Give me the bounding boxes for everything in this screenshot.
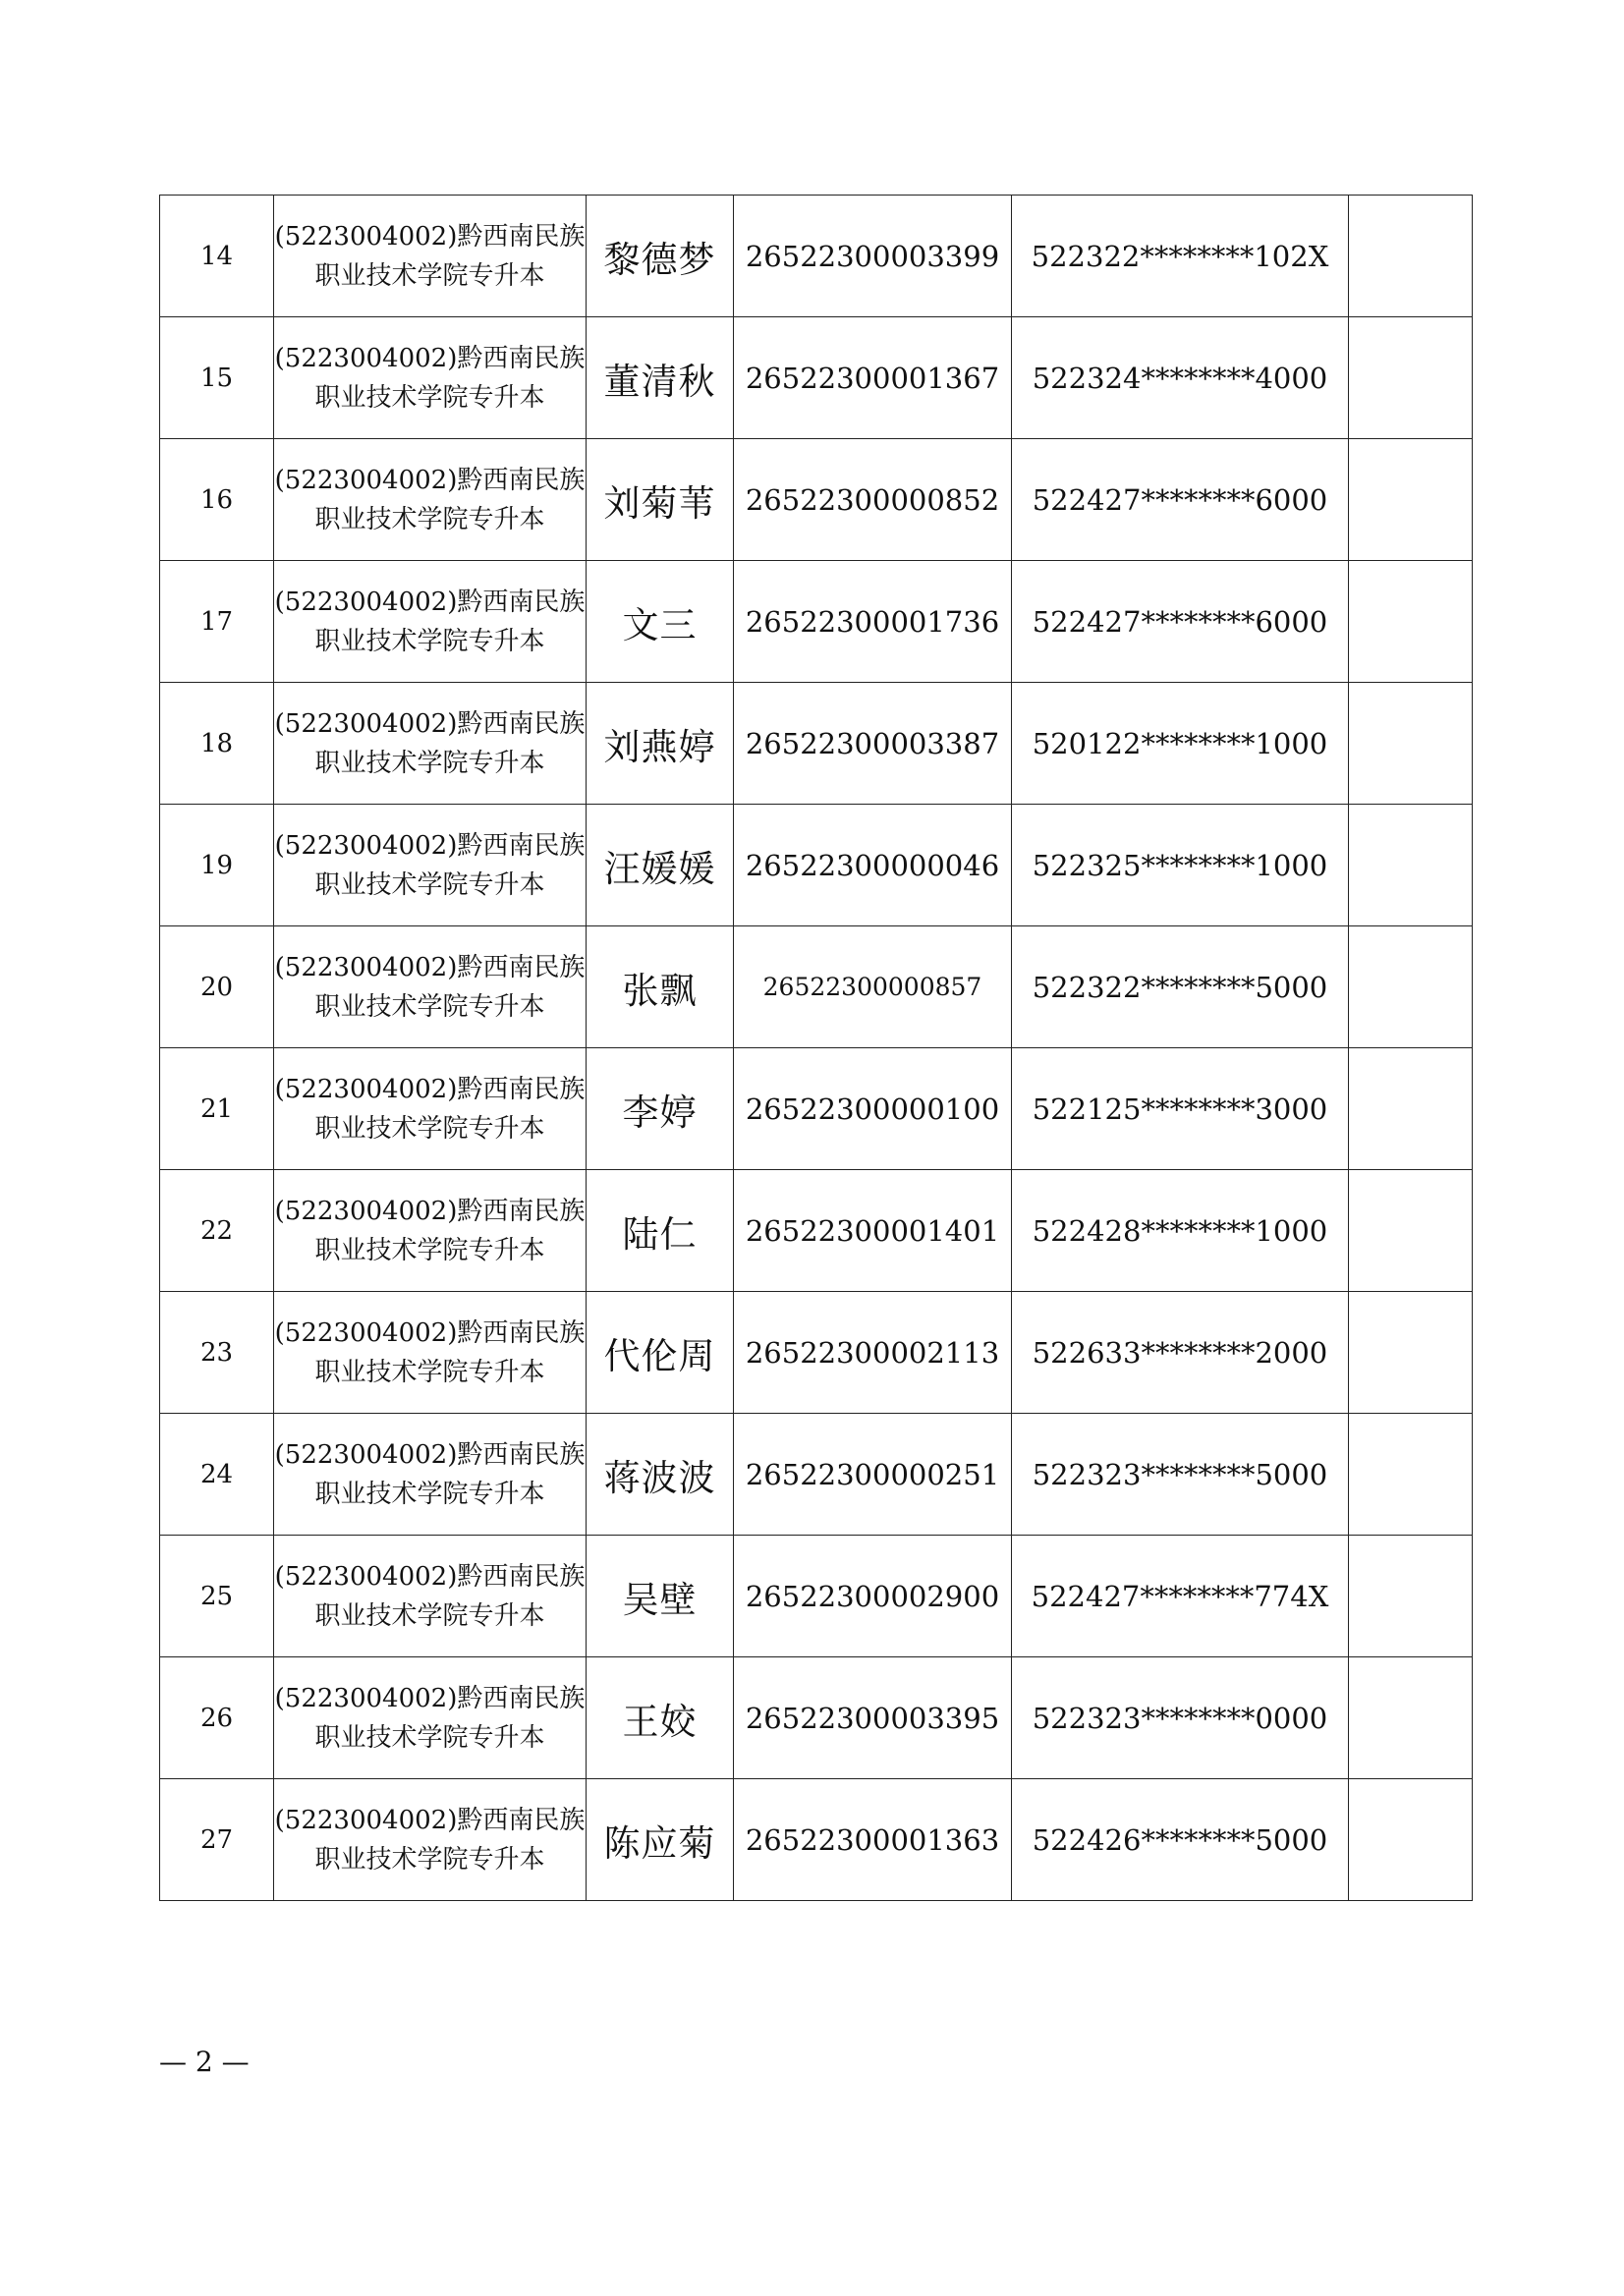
school-name-line-2: 职业技术学院专升本 [314, 504, 545, 534]
school-name-line-2: 职业技术学院专升本 [314, 382, 545, 413]
student-name-cell: 吴壁 [587, 1536, 734, 1657]
row-number-cell: 16 [160, 439, 274, 561]
row-number-cell: 18 [160, 683, 274, 805]
student-name-cell: 黎德梦 [587, 196, 734, 317]
school-cell [274, 1170, 587, 1292]
exam-number-cell: 26522300000100 [734, 1048, 1012, 1170]
school-name-line-1: (5223004002)黔西南民族 [274, 1317, 586, 1348]
exam-number-cell: 26522300001401 [734, 1170, 1012, 1292]
id-number-cell: 522325********1000 [1012, 805, 1349, 926]
row-number-cell: 23 [160, 1292, 274, 1414]
school-name-line-1: (5223004002)黔西南民族 [274, 1805, 586, 1835]
id-number-cell: 522427********6000 [1012, 561, 1349, 683]
exam-number-cell: 26522300001736 [734, 561, 1012, 683]
table-row [160, 439, 1473, 561]
row-number-cell: 14 [160, 196, 274, 317]
id-number-cell: 522324********4000 [1012, 317, 1349, 439]
note-cell [1349, 1292, 1473, 1414]
roster-table-body [160, 196, 1473, 1901]
school-name-line-2: 职业技术学院专升本 [314, 1600, 545, 1631]
note-cell [1349, 1657, 1473, 1779]
row-number-cell: 25 [160, 1536, 274, 1657]
row-number-cell: 27 [160, 1779, 274, 1901]
school-name-line-1: (5223004002)黔西南民族 [274, 343, 586, 373]
student-name-cell: 张飘 [587, 926, 734, 1048]
school-name-line-1: (5223004002)黔西南民族 [274, 1561, 586, 1592]
table-row [160, 1048, 1473, 1170]
exam-number-cell: 26522300002900 [734, 1536, 1012, 1657]
note-cell [1349, 1170, 1473, 1292]
school-name-line-2: 职业技术学院专升本 [314, 1113, 545, 1144]
school-cell [274, 1048, 587, 1170]
page-number: — 2 — [159, 2045, 250, 2078]
table-row [160, 805, 1473, 926]
id-number-cell: 520122********1000 [1012, 683, 1349, 805]
school-name-line-2: 职业技术学院专升本 [314, 1235, 545, 1265]
note-cell [1349, 439, 1473, 561]
note-cell [1349, 1779, 1473, 1901]
note-cell [1349, 926, 1473, 1048]
id-number-cell: 522428********1000 [1012, 1170, 1349, 1292]
student-name-cell: 刘燕婷 [587, 683, 734, 805]
table-row [160, 561, 1473, 683]
note-cell [1349, 1048, 1473, 1170]
table-row [160, 317, 1473, 439]
table-row [160, 1779, 1473, 1901]
exam-number-cell: 26522300003399 [734, 196, 1012, 317]
school-name-line-1: (5223004002)黔西南民族 [274, 221, 586, 252]
exam-number-cell: 26522300001367 [734, 317, 1012, 439]
student-roster-table [159, 195, 1473, 1901]
id-number-cell: 522426********5000 [1012, 1779, 1349, 1901]
school-name-line-2: 职业技术学院专升本 [314, 1479, 545, 1509]
row-number-cell: 19 [160, 805, 274, 926]
school-name-line-1: (5223004002)黔西南民族 [274, 587, 586, 617]
school-cell [274, 1292, 587, 1414]
row-number-cell: 26 [160, 1657, 274, 1779]
school-name-line-2: 职业技术学院专升本 [314, 1357, 545, 1387]
school-name-line-1: (5223004002)黔西南民族 [274, 1439, 586, 1470]
school-cell [274, 1414, 587, 1536]
note-cell [1349, 317, 1473, 439]
note-cell [1349, 683, 1473, 805]
student-name-cell: 王姣 [587, 1657, 734, 1779]
note-cell [1349, 805, 1473, 926]
school-cell [274, 1657, 587, 1779]
exam-number-cell: 26522300000852 [734, 439, 1012, 561]
note-cell [1349, 561, 1473, 683]
school-name-line-1: (5223004002)黔西南民族 [274, 465, 586, 495]
student-name-cell: 代伦周 [587, 1292, 734, 1414]
school-name-line-1: (5223004002)黔西南民族 [274, 708, 586, 739]
school-cell [274, 1779, 587, 1901]
id-number-cell: 522323********0000 [1012, 1657, 1349, 1779]
school-cell [274, 683, 587, 805]
school-cell [274, 1536, 587, 1657]
row-number-cell: 22 [160, 1170, 274, 1292]
id-number-cell: 522125********3000 [1012, 1048, 1349, 1170]
exam-number-cell: 26522300000857 [734, 926, 1012, 1048]
exam-number-cell: 26522300000046 [734, 805, 1012, 926]
table-row [160, 1170, 1473, 1292]
table-row [160, 926, 1473, 1048]
exam-number-cell: 26522300003395 [734, 1657, 1012, 1779]
student-name-cell: 陈应菊 [587, 1779, 734, 1901]
row-number-cell: 17 [160, 561, 274, 683]
exam-number-cell: 26522300003387 [734, 683, 1012, 805]
student-name-cell: 汪媛媛 [587, 805, 734, 926]
row-number-cell: 21 [160, 1048, 274, 1170]
id-number-cell: 522427********774X [1012, 1536, 1349, 1657]
table-row [160, 196, 1473, 317]
row-number-cell: 20 [160, 926, 274, 1048]
student-name-cell: 文三 [587, 561, 734, 683]
student-name-cell: 董清秋 [587, 317, 734, 439]
table-row [160, 1657, 1473, 1779]
school-cell [274, 196, 587, 317]
school-name-line-2: 职业技术学院专升本 [314, 991, 545, 1022]
school-name-line-1: (5223004002)黔西南民族 [274, 1683, 586, 1713]
note-cell [1349, 1536, 1473, 1657]
school-name-line-2: 职业技术学院专升本 [314, 1722, 545, 1753]
school-cell [274, 805, 587, 926]
school-name-line-1: (5223004002)黔西南民族 [274, 1196, 586, 1226]
school-name-line-2: 职业技术学院专升本 [314, 626, 545, 656]
note-cell [1349, 196, 1473, 317]
school-name-line-2: 职业技术学院专升本 [314, 260, 545, 291]
student-name-cell: 蒋波波 [587, 1414, 734, 1536]
note-cell [1349, 1414, 1473, 1536]
table-row [160, 1536, 1473, 1657]
school-name-line-1: (5223004002)黔西南民族 [274, 830, 586, 861]
school-cell [274, 926, 587, 1048]
id-number-cell: 522323********5000 [1012, 1414, 1349, 1536]
school-name-line-2: 职业技术学院专升本 [314, 748, 545, 778]
school-cell [274, 439, 587, 561]
row-number-cell: 15 [160, 317, 274, 439]
school-name-line-1: (5223004002)黔西南民族 [274, 1074, 586, 1104]
school-cell [274, 317, 587, 439]
exam-number-cell: 26522300001363 [734, 1779, 1012, 1901]
student-name-cell: 李婷 [587, 1048, 734, 1170]
school-cell [274, 561, 587, 683]
id-number-cell: 522633********2000 [1012, 1292, 1349, 1414]
exam-number-cell: 26522300000251 [734, 1414, 1012, 1536]
student-name-cell: 陆仁 [587, 1170, 734, 1292]
school-name-line-1: (5223004002)黔西南民族 [274, 952, 586, 982]
row-number-cell: 24 [160, 1414, 274, 1536]
table-row [160, 1414, 1473, 1536]
student-name-cell: 刘菊苇 [587, 439, 734, 561]
id-number-cell: 522322********102X [1012, 196, 1349, 317]
exam-number-cell: 26522300002113 [734, 1292, 1012, 1414]
school-name-line-2: 职业技术学院专升本 [314, 869, 545, 900]
table-row [160, 1292, 1473, 1414]
table-row [160, 683, 1473, 805]
id-number-cell: 522322********5000 [1012, 926, 1349, 1048]
school-name-line-2: 职业技术学院专升本 [314, 1844, 545, 1875]
id-number-cell: 522427********6000 [1012, 439, 1349, 561]
